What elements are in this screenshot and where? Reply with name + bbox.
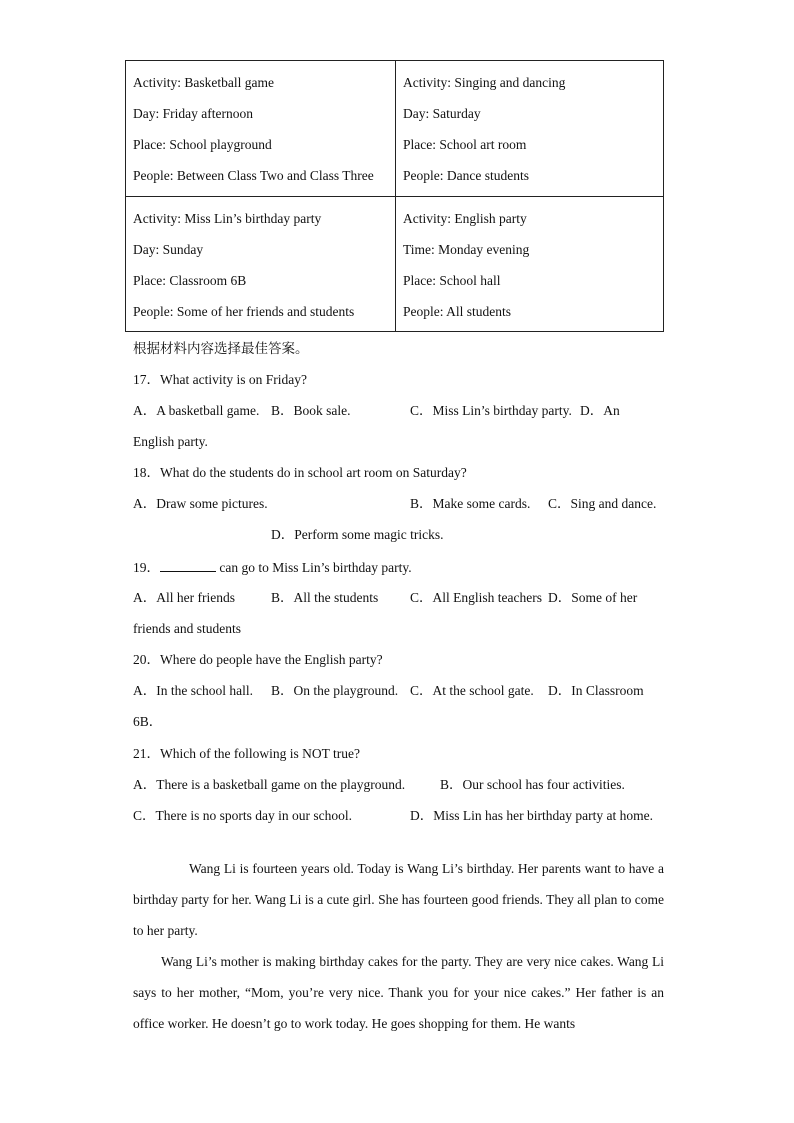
question-20-option-b: B．On the playground. (271, 683, 399, 698)
question-19-option-a: A．All her friends (133, 590, 235, 605)
question-21-option-b: B．Our school has four activities. (440, 777, 625, 792)
cell-activity: Activity: English party (403, 210, 527, 226)
cell-place: Place: School art room (403, 137, 527, 152)
question-19-text: can go to Miss Lin’s birthday party. (216, 560, 412, 575)
cell-people: People: Between Class Two and Class Three (133, 168, 374, 183)
question-18-option-a: A．Draw some pictures. (133, 496, 268, 511)
question-21-stem: 21．Which of the following is NOT true? (133, 746, 360, 761)
question-19-number: 19． (133, 560, 160, 575)
passage-paragraph-2: Wang Li’s mother is making birthday cakes for the party. They are very nice cakes. Wang Li says to her mother, “Mom, you’re very nice. Thank you for your nice cakes.” Her father is an office worker. He doesn’t go to work today. He goes shopping for them. He wants (133, 954, 664, 1031)
activity-table (125, 60, 664, 332)
table-cell-birthday (126, 196, 396, 332)
question-18-option-c: C．Sing and dance. (548, 496, 657, 511)
cell-people: People: All students (403, 303, 511, 319)
question-21-option-c: C．There is no sports day in our school. (133, 808, 352, 823)
cell-activity: Activity: Miss Lin’s birthday party (133, 210, 322, 226)
question-18-stem: 18．What do the students do in school art room on Saturday? (133, 465, 467, 480)
question-19-option-d-cont: friends and students (133, 621, 241, 636)
cell-day: Day: Friday afternoon (133, 106, 253, 121)
question-19-option-b: B．All the students (271, 590, 379, 605)
question-19-option-c: C．All English teachers (410, 590, 542, 605)
question-17-option-d-cont: English party. (133, 434, 208, 449)
question-21-option-d: D．Miss Lin has her birthday party at home. (410, 808, 653, 823)
answer-blank (160, 557, 216, 572)
question-18-option-b: B．Make some cards. (410, 496, 531, 511)
question-17-option-c: C．Miss Lin’s birthday party. (410, 403, 572, 418)
instruction: 根据材料内容选择最佳答案。 (133, 341, 309, 356)
question-17-option-a: A．A basketball game. (133, 403, 260, 418)
question-20-option-a: A．In the school hall. (133, 683, 253, 698)
cell-place: Place: School playground (133, 137, 272, 152)
table-cell-basketball (126, 61, 396, 197)
question-17-option-b: B．Book sale. (271, 403, 351, 418)
question-18-option-d: D．Perform some magic tricks. (271, 527, 444, 542)
cell-people: People: Some of her friends and students (133, 303, 355, 319)
cell-people: People: Dance students (403, 168, 529, 183)
cell-day: Day: Saturday (403, 106, 481, 121)
passage-paragraph-1: Wang Li is fourteen years old. Today is Wang Li’s birthday. Her parents want to have a birthday party for her. Wang Li is a cute girl. She has fourteen good friends. They all plan to come to her party. (133, 861, 664, 938)
question-20-option-d: D．In Classroom (548, 683, 644, 698)
question-19-option-d: D．Some of her (548, 590, 638, 605)
question-20-option-c: C．At the school gate. (410, 683, 534, 698)
question-20-option-d-cont: 6B． (133, 714, 163, 729)
cell-day: Day: Sunday (133, 241, 204, 257)
question-21-option-a: A．There is a basketball game on the playground. (133, 777, 406, 792)
question-19-stem (133, 557, 412, 578)
table-cell-singing (396, 61, 664, 197)
cell-activity: Activity: Singing and dancing (403, 75, 566, 90)
question-17-stem: 17．What activity is on Friday? (133, 372, 307, 387)
question-17-option-d: D．An (580, 403, 620, 418)
question-20-stem: 20．Where do people have the English party? (133, 652, 383, 667)
cell-place: Place: School hall (403, 272, 501, 288)
cell-activity: Activity: Basketball game (133, 75, 274, 90)
cell-place: Place: Classroom 6B (133, 272, 247, 288)
table-cell-english-party (396, 196, 664, 332)
cell-time: Time: Monday evening (403, 241, 530, 257)
